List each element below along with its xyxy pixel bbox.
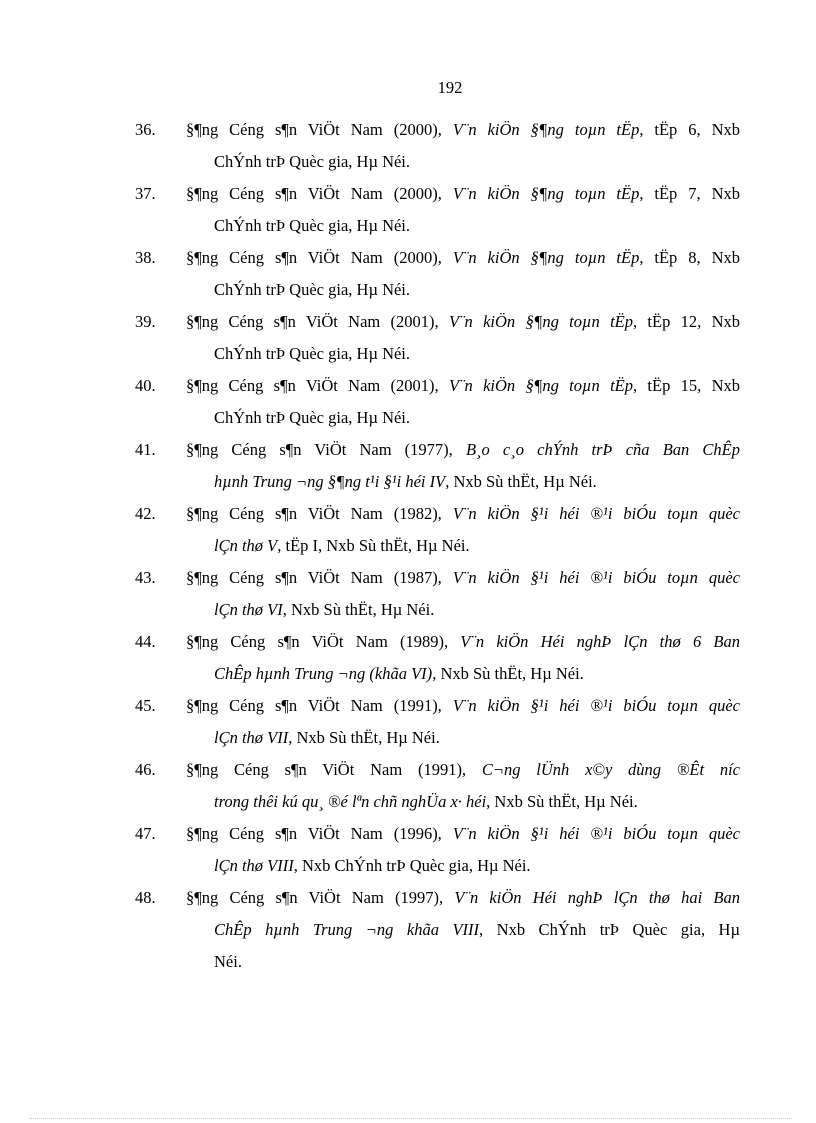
reference-entry: [130, 114, 740, 178]
reference-line: [186, 594, 740, 626]
reference-text: [130, 114, 740, 178]
reference-line: [186, 914, 740, 946]
reference-line: [186, 562, 740, 594]
reference-text: [130, 242, 740, 306]
reference-line: [186, 882, 740, 914]
reference-title-cont: lÇn thø VIII: [214, 856, 294, 875]
page-number: 192: [437, 78, 463, 97]
reference-line: [186, 722, 740, 754]
reference-author-year: §¶ng Céng s¶n ViÖt Nam (1991),: [186, 696, 453, 715]
reference-publication-cont: , Nxb Sù thËt, Hµ Néi.: [288, 728, 440, 747]
reference-author-year: §¶ng Céng s¶n ViÖt Nam (1989),: [186, 632, 461, 651]
reference-author-year: §¶ng Céng s¶n ViÖt Nam (2000),: [186, 248, 453, 267]
reference-title: V¨n kiÖn Héi nghÞ lÇn thø hai Ban: [454, 888, 740, 907]
reference-title: V¨n kiÖn §¹i héi ®¹i biÓu toµn quèc: [452, 696, 740, 715]
reference-line: [186, 530, 740, 562]
reference-line: [186, 754, 740, 786]
reference-publication-cont: , Nxb ChÝnh trÞ Quèc gia, Hµ Néi.: [293, 856, 531, 875]
reference-number: 36.: [135, 120, 156, 139]
reference-number: 45.: [135, 696, 156, 715]
reference-line: [186, 146, 740, 178]
reference-author-year: §¶ng Céng s¶n ViÖt Nam (1996),: [186, 824, 453, 843]
reference-number: 46.: [135, 760, 156, 779]
reference-publication-cont: ChÝnh trÞ Quèc gia, Hµ Néi.: [214, 408, 411, 427]
reference-entry: [130, 498, 740, 562]
reference-author-year: §¶ng Céng s¶n ViÖt Nam (2001),: [186, 376, 449, 395]
reference-publication-cont: , Nxb Sù thËt, Hµ Néi.: [445, 472, 597, 491]
reference-author-year: §¶ng Céng s¶n ViÖt Nam (2000),: [186, 120, 453, 139]
reference-line: [186, 210, 740, 242]
reference-number: 48.: [135, 888, 156, 907]
reference-publication-cont: , Nxb ChÝnh trÞ Quèc gia, Hµ: [479, 920, 740, 939]
reference-title-cont: lÇn thø VII: [214, 728, 289, 747]
reference-publication-cont: ChÝnh trÞ Quèc gia, Hµ Néi.: [214, 280, 411, 299]
reference-author-year: §¶ng Céng s¶n ViÖt Nam (2000),: [186, 184, 453, 203]
reference-text: [130, 498, 740, 562]
reference-line: [186, 402, 740, 434]
reference-line: [186, 242, 740, 274]
reference-line: [186, 786, 740, 818]
reference-entry: [130, 178, 740, 242]
reference-text: [130, 306, 740, 370]
reference-author-year: §¶ng Céng s¶n ViÖt Nam (1987),: [186, 568, 453, 587]
reference-line: [186, 338, 740, 370]
reference-title-cont: ChÊp hµnh Trung ¬ng khãa VIII: [214, 920, 480, 939]
reference-number: 37.: [135, 184, 156, 203]
reference-line: [186, 114, 740, 146]
reference-line: [186, 274, 740, 306]
reference-title: V¨n kiÖn §¶ng toµn tËp: [448, 312, 633, 331]
reference-title: V¨n kiÖn §¶ng toµn tËp: [452, 120, 640, 139]
reference-title-cont: trong thêi kú qu¸ ®é lªn chñ nghÜa x· héi: [214, 792, 487, 811]
reference-text: [130, 434, 740, 498]
reference-text: [130, 626, 740, 690]
reference-number: 39.: [135, 312, 156, 331]
reference-number: 47.: [135, 824, 156, 843]
reference-line: [186, 370, 740, 402]
reference-author-year: §¶ng Céng s¶n ViÖt Nam (1997),: [186, 888, 455, 907]
reference-number: 42.: [135, 504, 156, 523]
footer-rule: [30, 1118, 792, 1119]
reference-line: [186, 466, 740, 498]
reference-title: C¬ng lÜnh x©y dùng ®Êt níc: [481, 760, 740, 779]
reference-number: 44.: [135, 632, 156, 651]
reference-entry: [130, 370, 740, 434]
reference-title-cont: lÇn thø V: [214, 536, 278, 555]
reference-entry: [130, 306, 740, 370]
reference-text: [130, 690, 740, 754]
reference-entry: [130, 818, 740, 882]
reference-publication-cont: ChÝnh trÞ Quèc gia, Hµ Néi.: [214, 216, 411, 235]
reference-author-year: §¶ng Céng s¶n ViÖt Nam (1982),: [186, 504, 453, 523]
reference-title: V¨n kiÖn §¹i héi ®¹i biÓu toµn quèc: [452, 568, 740, 587]
reference-publication-cont: , tËp I, Nxb Sù thËt, Hµ Néi.: [277, 536, 470, 555]
reference-title: V¨n kiÖn §¶ng toµn tËp: [448, 376, 633, 395]
reference-number: 40.: [135, 376, 156, 395]
reference-entry: [130, 882, 740, 978]
reference-title: V¨n kiÖn §¶ng toµn tËp: [452, 248, 640, 267]
reference-number: 41.: [135, 440, 156, 459]
reference-publication-cont: ChÝnh trÞ Quèc gia, Hµ Néi.: [214, 152, 411, 171]
reference-publication: , tËp 8, Nxb: [639, 248, 740, 267]
reference-text: [130, 178, 740, 242]
reference-line: [186, 818, 740, 850]
reference-line: [186, 850, 740, 882]
reference-title: V¨n kiÖn Héi nghÞ lÇn thø 6 Ban: [460, 632, 740, 651]
reference-entry: [130, 242, 740, 306]
reference-entry: [130, 626, 740, 690]
reference-text: [130, 818, 740, 882]
reference-publication: , tËp 7, Nxb: [639, 184, 740, 203]
reference-author-year: §¶ng Céng s¶n ViÖt Nam (1977),: [186, 440, 466, 459]
reference-title: V¨n kiÖn §¹i héi ®¹i biÓu toµn quèc: [452, 824, 740, 843]
reference-entry: [130, 434, 740, 498]
reference-title-cont: hµnh Trung ¬ng §¶ng t¹i §¹i héi IV: [214, 472, 446, 491]
reference-text: [130, 562, 740, 626]
reference-line: [186, 690, 740, 722]
reference-title-cont: ChÊp hµnh Trung ¬ng (khãa VI): [214, 664, 433, 683]
reference-line: [186, 626, 740, 658]
reference-number: 38.: [135, 248, 156, 267]
reference-title: V¨n kiÖn §¶ng toµn tËp: [452, 184, 640, 203]
reference-line: [186, 498, 740, 530]
reference-text: [130, 882, 740, 978]
reference-publication-cont: ChÝnh trÞ Quèc gia, Hµ Néi.: [214, 344, 411, 363]
reference-publication: , tËp 6, Nxb: [639, 120, 740, 139]
reference-line: [186, 306, 740, 338]
reference-author-year: §¶ng Céng s¶n ViÖt Nam (1991),: [186, 760, 482, 779]
reference-number: 43.: [135, 568, 156, 587]
reference-line: Néi.: [214, 952, 242, 971]
reference-title: V¨n kiÖn §¹i héi ®¹i biÓu toµn quèc: [452, 504, 740, 523]
reference-author-year: §¶ng Céng s¶n ViÖt Nam (2001),: [186, 312, 449, 331]
reference-entry: [130, 562, 740, 626]
reference-publication-cont: , Nxb Sù thËt, Hµ Néi.: [486, 792, 638, 811]
reference-list: [130, 114, 740, 978]
reference-line: [186, 434, 740, 466]
reference-publication-cont: , Nxb Sù thËt, Hµ Néi.: [282, 600, 435, 619]
reference-line: [186, 178, 740, 210]
reference-title: B¸o c¸o chÝnh trÞ cña Ban ChÊp: [465, 440, 741, 459]
reference-title-cont: lÇn thø VI: [214, 600, 283, 619]
reference-text: [130, 754, 740, 818]
reference-entry: [130, 754, 740, 818]
reference-publication: , tËp 15, Nxb: [632, 376, 740, 395]
reference-publication-cont: , Nxb Sù thËt, Hµ Néi.: [432, 664, 584, 683]
reference-text: [130, 370, 740, 434]
reference-line: [186, 658, 740, 690]
reference-publication: , tËp 12, Nxb: [632, 312, 740, 331]
reference-entry: [130, 690, 740, 754]
